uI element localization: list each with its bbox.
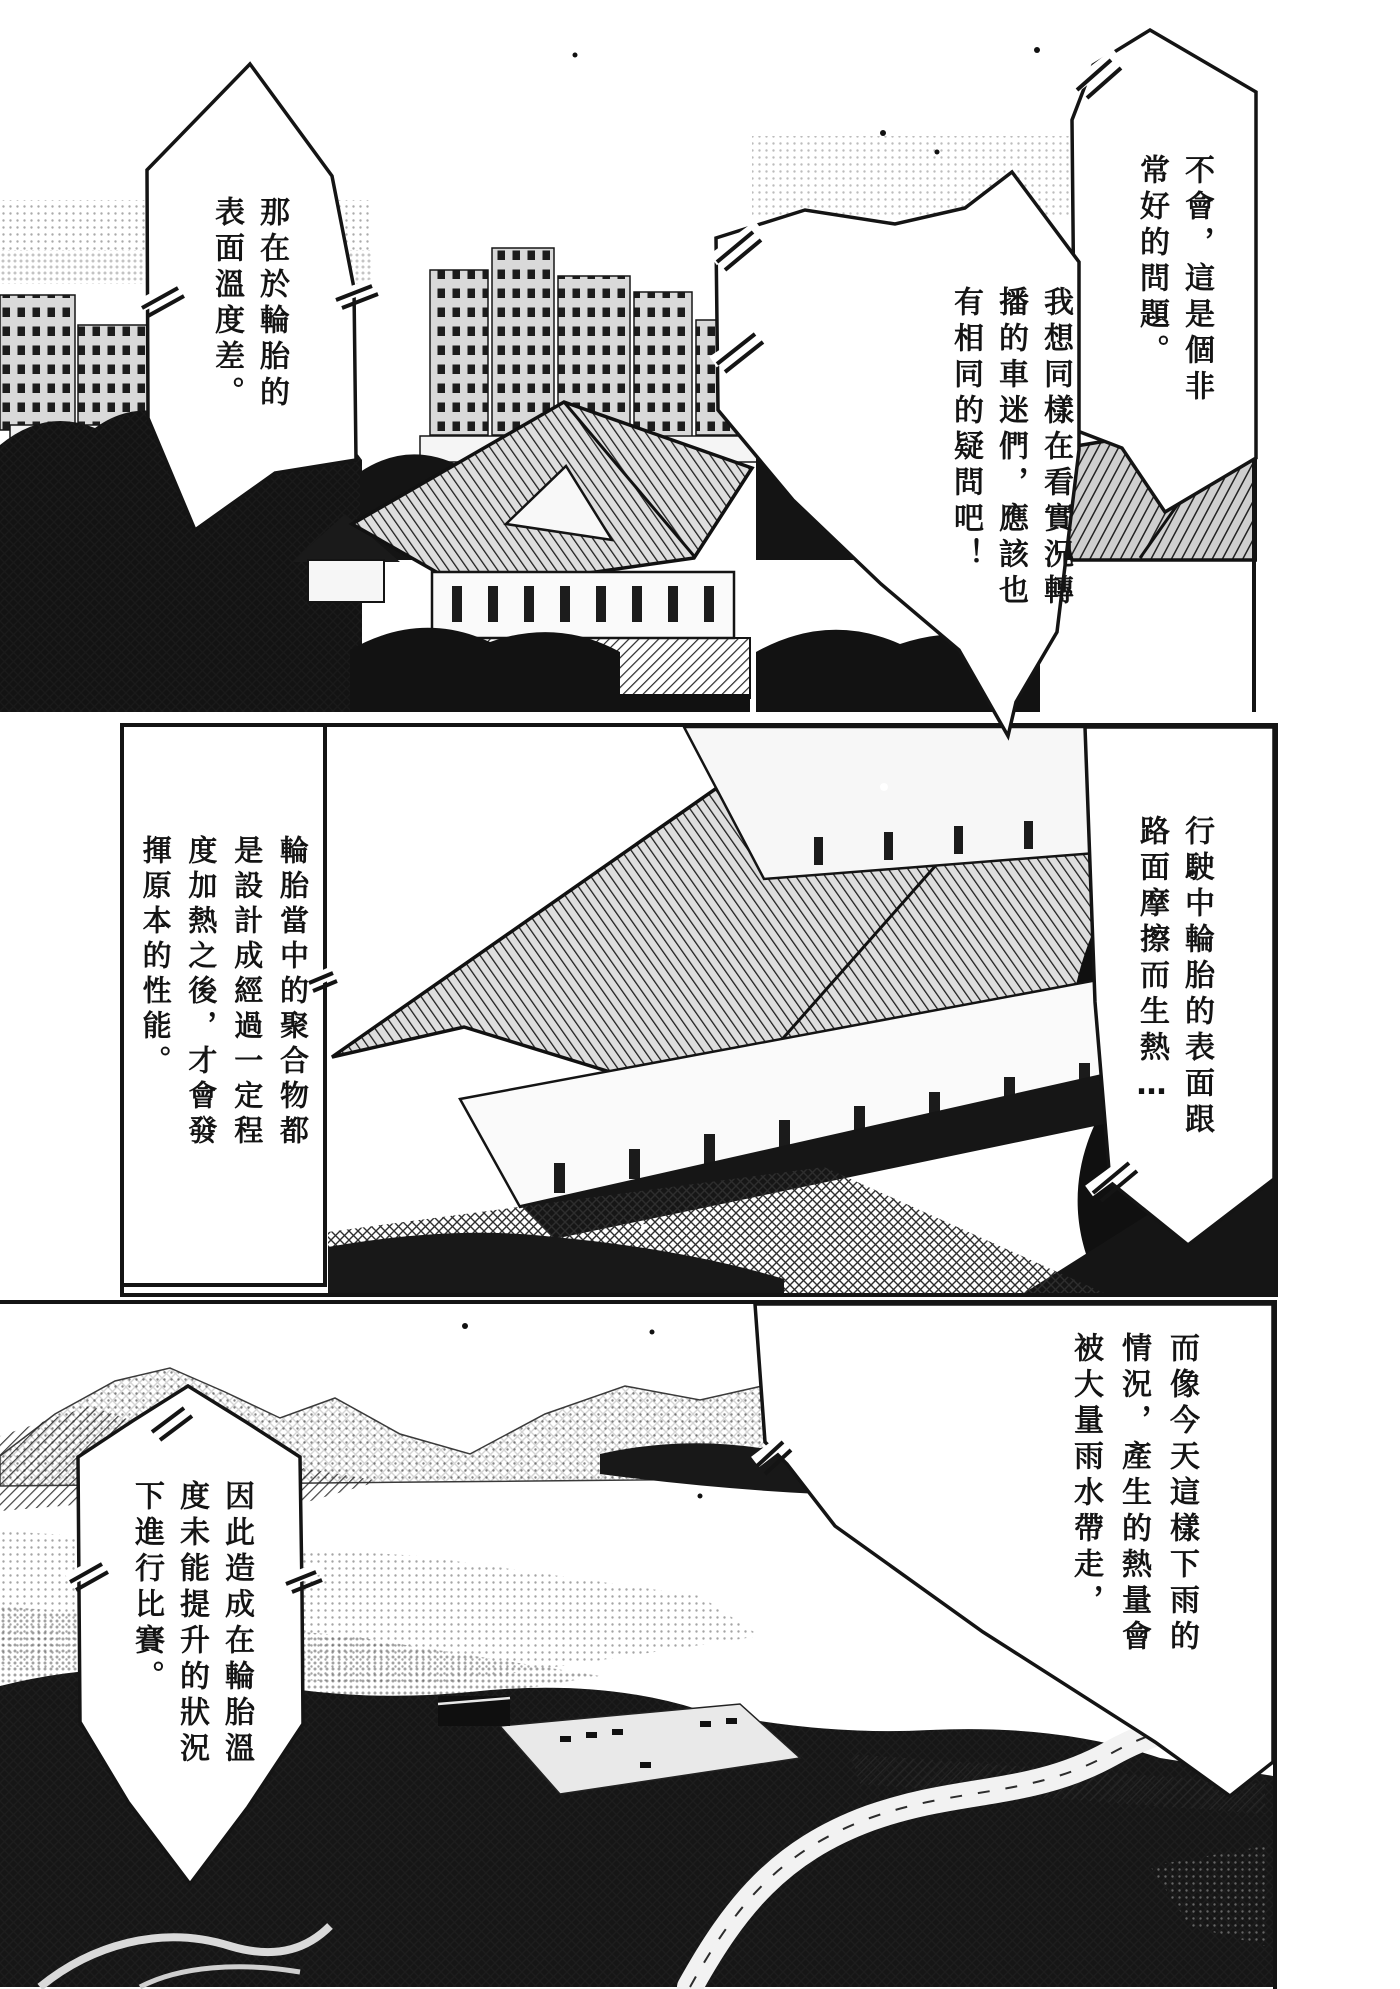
dialog-text — [943, 286, 1078, 610]
dialog-column: 情況，產生的熱量會 — [1116, 1332, 1151, 1656]
dialog-text — [1061, 1332, 1205, 1656]
panel-bottom — [0, 1300, 1277, 1989]
dialog-column: 表面溫度差。 — [209, 196, 244, 412]
dialog-column: 那在於輪胎的 — [254, 196, 289, 412]
dialog-text — [124, 1480, 259, 1768]
dialog-column: 度未能提升的狀況 — [174, 1480, 209, 1768]
dialog-text — [1129, 815, 1219, 1139]
speech-bubble-bottom-left — [68, 1382, 326, 1894]
speech-bubble-top-center — [713, 170, 1081, 742]
dialog-column: 行駛中輪胎的表面跟 — [1179, 815, 1214, 1139]
speech-bubble-middle-right — [1085, 727, 1274, 1247]
dialog-column: 度加熱之後，才會發 — [184, 835, 219, 1150]
dialog-column: 輪胎當中的聚合物都 — [276, 835, 310, 1150]
dialog-column: 是設計成經過一定程 — [230, 835, 265, 1150]
dialog-column: 因此造成在輪胎溫 — [219, 1480, 254, 1768]
speech-bubble-bottom-right — [755, 1304, 1273, 1800]
dialog-column: 下進行比賽。 — [129, 1480, 164, 1696]
dialog-column: 揮原本的性能。 — [138, 835, 173, 1080]
dialog-column: 不會，這是個非 — [1179, 154, 1214, 406]
dialog-column: 路面摩擦而生熱… — [1134, 815, 1169, 1108]
dialog-text — [204, 196, 294, 412]
dialog-column: 有相同的疑問吧！ — [948, 286, 983, 574]
dialog-text — [1129, 154, 1219, 406]
dialog-column: 播的車迷們，應該也 — [993, 286, 1028, 610]
panel-middle — [120, 723, 1278, 1297]
speech-bubble-top-right — [1063, 28, 1258, 520]
transmission-break-mark — [755, 1436, 791, 1474]
panel-top — [0, 0, 1257, 712]
dialog-column: 常好的問題。 — [1134, 154, 1169, 370]
caption-box — [124, 727, 327, 1287]
dialog-column: 我想同樣在看實況轉 — [1038, 286, 1073, 610]
speech-bubble-top-left — [140, 58, 362, 538]
dialog-column: 而像今天這樣下雨的 — [1164, 1332, 1199, 1656]
dialog-column: 被大量雨水帶走， — [1068, 1332, 1103, 1620]
caption-text — [132, 835, 315, 1150]
